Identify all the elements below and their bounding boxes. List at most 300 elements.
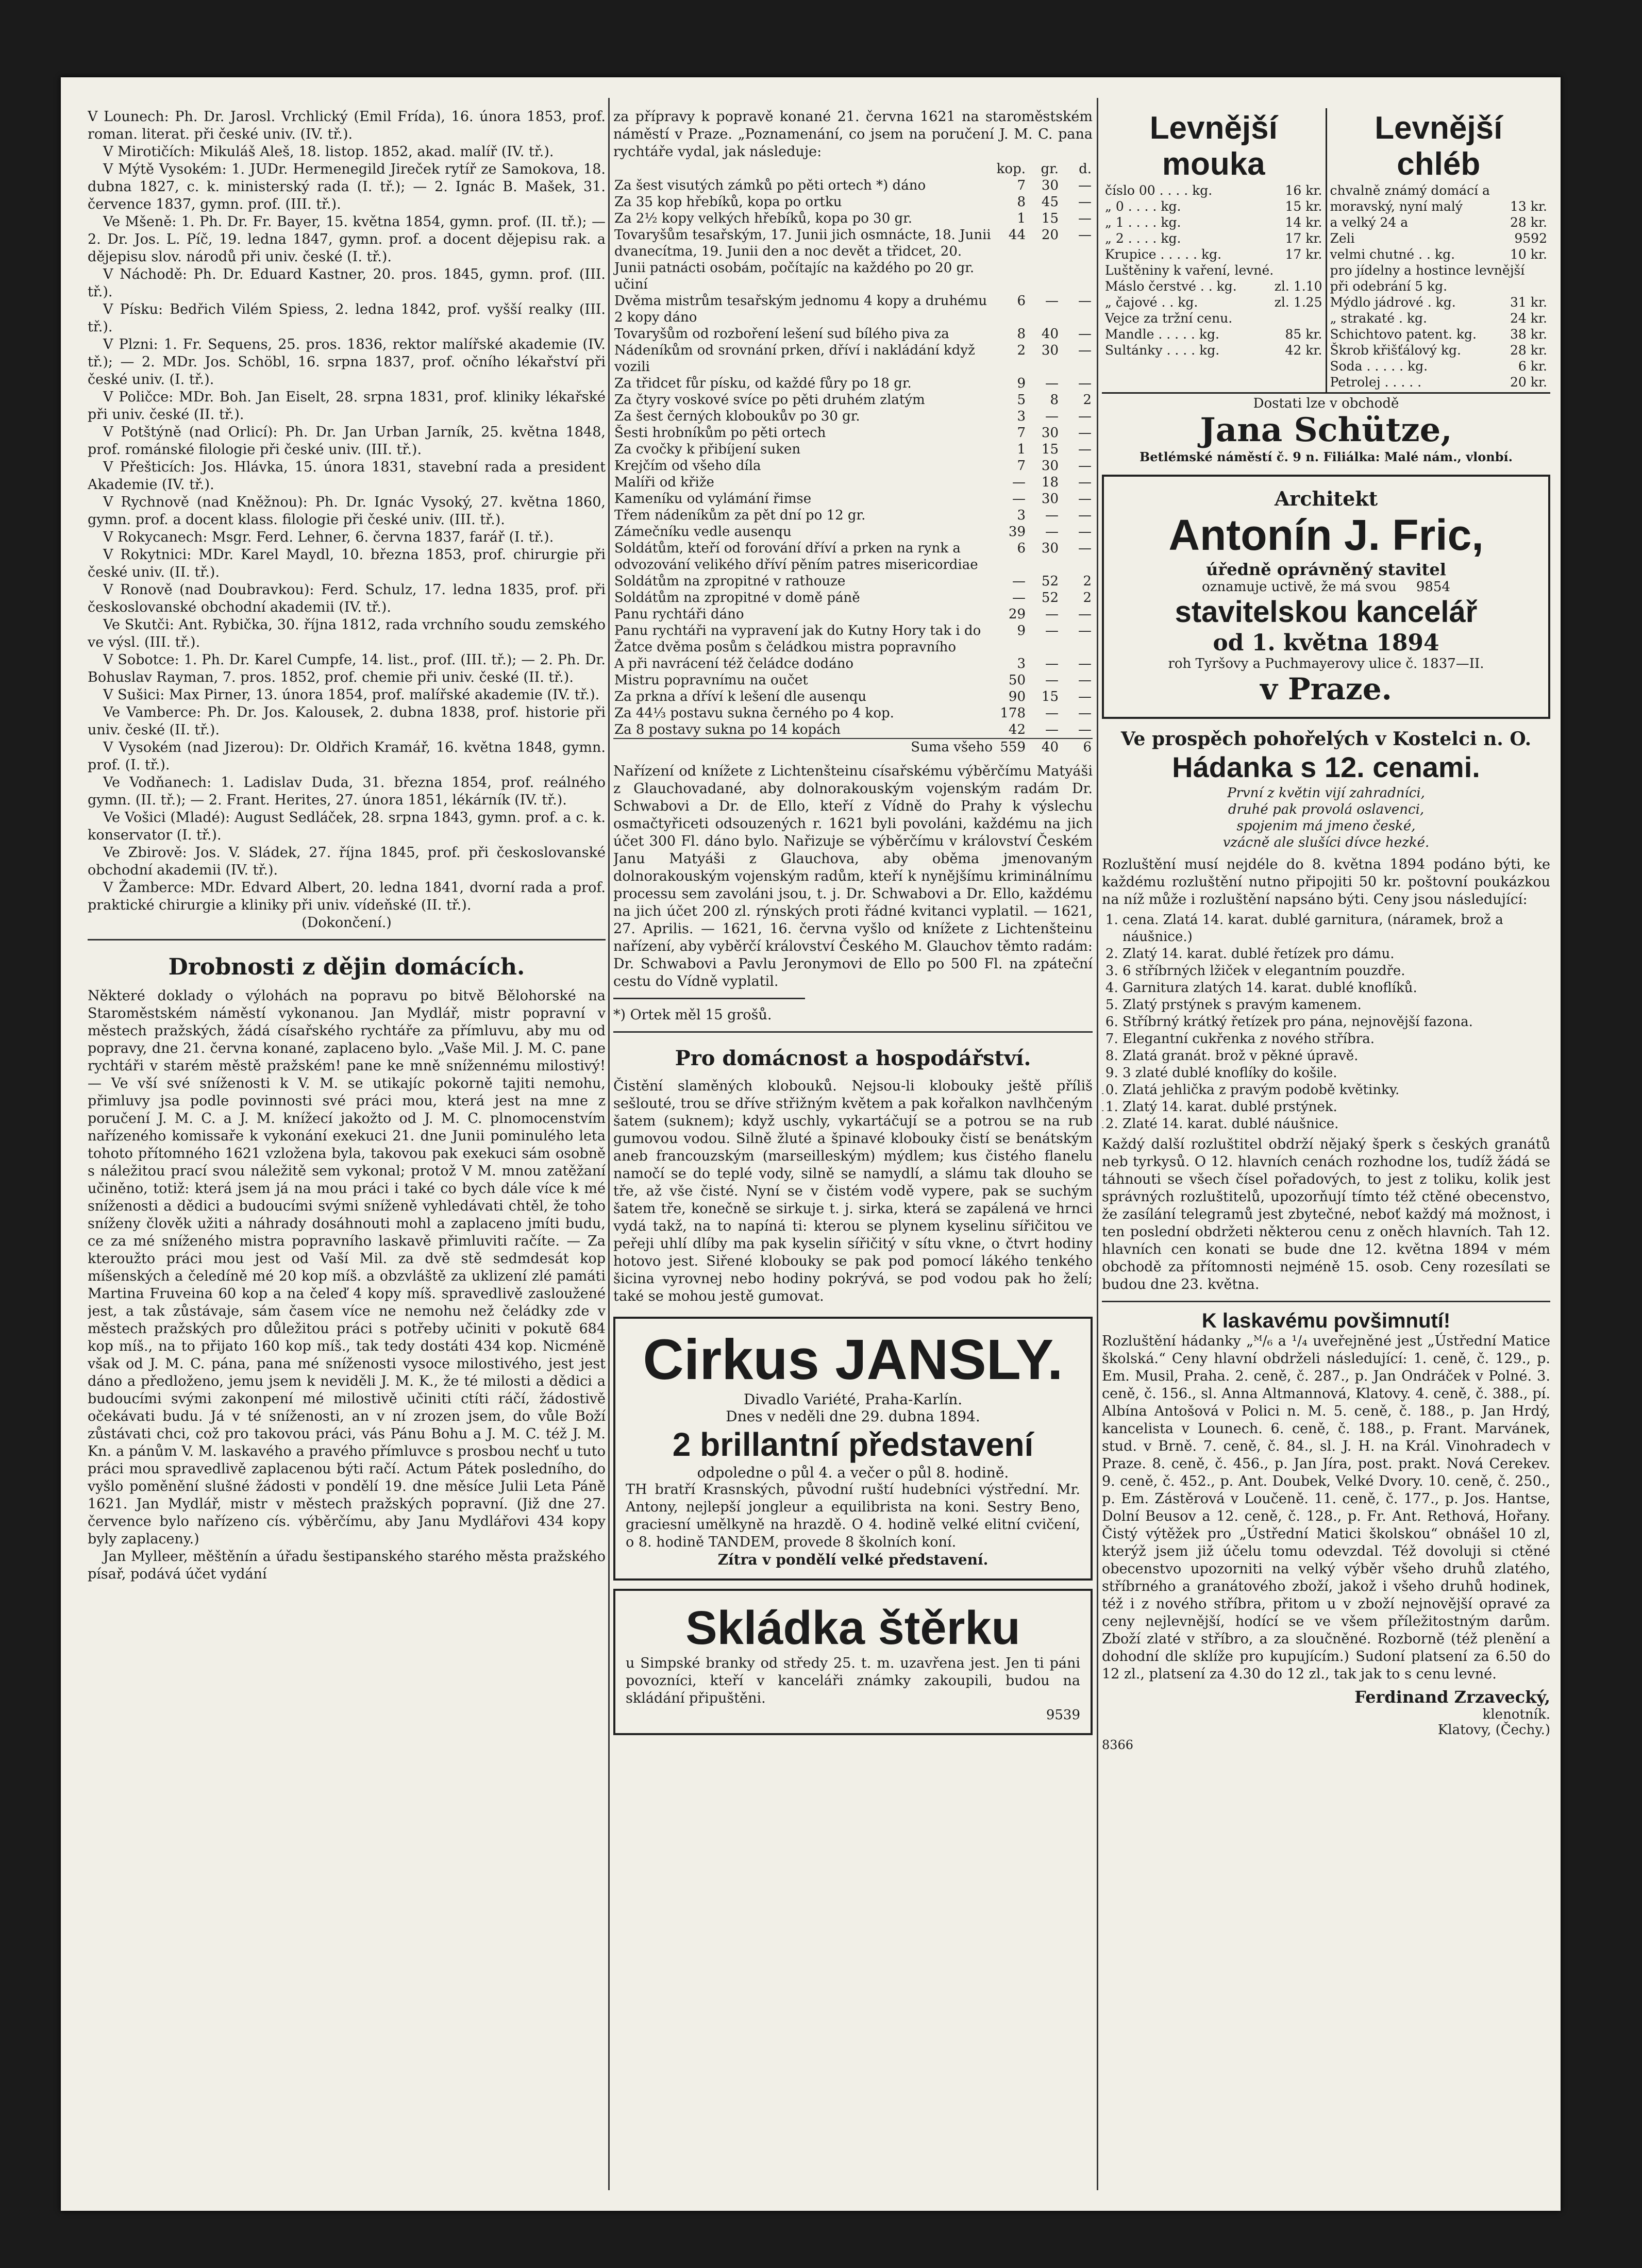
bread-title: Levnější chléb [1375,110,1503,182]
account-item: Panu rychtáři dáno [614,607,744,622]
account-gr: — [1045,376,1059,391]
circus-ad [613,1317,1093,1581]
price-item: chvalně známý domácí a [1330,183,1490,198]
account-total-label: Suma všeho [911,740,993,755]
thanks-title: K laskavému povšimnutí! [1201,1309,1451,1332]
obituary-entry: Ve Skutči: Ant. Rybička, 30. října 1812, rada vrchního soudu zemského ve výsl. (III. tř.). [88,617,606,650]
column-divider [1097,98,1098,2190]
price-row [1330,246,1548,262]
account-row [613,656,1093,672]
account-d: — [1078,491,1092,507]
history-article [88,987,606,1583]
account-item: Za cvočky k přibíjení suken [614,442,801,457]
architect-city: v Praze. [1260,671,1392,707]
gravel-text: u Simpské branky od středy 25. t. m. uzavřena jest. Jen ti páni povozníci, kteří v kanceláři známky zakoupili, budou na skládání připuštěni. [626,1655,1080,1706]
account-item: A při navrácení též čeládce dodáno [614,656,854,671]
availability-text: Dostati lze v obchodě [1253,396,1399,411]
account-row [613,441,1093,458]
price-row [1105,262,1322,278]
obituary-entry: V Rokycanech: Msgr. Ferd. Lehner, 6. června 1837, farář (I. tř.). [103,529,554,545]
account-row [613,293,1093,326]
account-gr: 15 [1041,442,1059,457]
circus-headline: 2 brillantní představení [672,1426,1034,1463]
account-kop: 1 [1017,211,1026,226]
architect-line-text: oznamuje uctivě, že má svou [1201,579,1397,595]
price-row [1105,310,1322,326]
obituary-entry: V Plzni: 1. Fr. Sequens, 25. pros. 1836, rektor malířské akademie (IV. tř.); — 2. MDr. Jos. Schöbl, 16. srpna 1837, prof. očního lékařství při české univ. (I. tř.). [88,337,606,388]
account-gr: 30 [1041,343,1059,358]
left-column [88,108,606,1583]
gravel-title: Skládka štěrku [685,1602,1020,1654]
obituary-entry: Ve Vamberce: Ph. Dr. Jos. Kalousek, 2. dubna 1838, prof. historie při univ. české (II. tř.). [88,704,606,738]
account-row [613,590,1093,606]
obituary-entry: Ve Mšeně: 1. Ph. Dr. Fr. Bayer, 15. května 1854, gymn. prof. (II. tř.); — 2. Dr. Jos. L. Píč, 19. ledna 1847, gymn. prof. a docent dějepisu rak. a dějepisu slov. národů při univ. české (I. tř.). [88,214,606,265]
obituary-entry: V Rokytnici: MDr. Karel Maydl, 10. března 1853, prof. chirurgie při české univ. (II. tř.). [88,547,606,580]
riddle-heading: Ve prospěch pohořelých v Kostelci n. O. [1120,728,1532,750]
account-kop: 39 [1008,524,1026,540]
account-d: 2 [1083,574,1092,589]
account-header-cell: d. [1079,161,1092,177]
account-d: — [1078,458,1092,474]
price-row [1105,230,1322,246]
account-d: — [1078,623,1092,639]
account-kop: 42 [1008,722,1026,737]
account-d: — [1078,376,1092,391]
obituary-entry: V Žamberce: MDr. Edvard Albert, 20. ledna 1841, dvorní rada a prof. praktické chirurgie a kliniky při univ. vídeňské (II. tř.). [88,880,606,913]
price-row [1330,182,1548,198]
history-paragraph: Jan Mylleer, měštěnín a úřadu šestipanského starého města pražského písař, podává účet vydání [88,1549,606,1582]
price-item: Vejce za tržní cenu. [1105,311,1233,326]
price-item: Soda . . . . . kg. [1330,359,1428,374]
account-row [613,524,1093,540]
account-kop: 178 [1000,705,1026,721]
account-row [613,392,1093,408]
poem-line: První z květin vijí zahradníci, [1227,785,1425,801]
footnote-rule [613,998,805,999]
section-rule [613,1031,1093,1033]
shop-address: Betlémské náměstí č. 9 n. Filiálka: Malé nám., vlonbí. [1139,449,1513,464]
account-gr: 52 [1041,574,1059,589]
account-gr: 40 [1041,326,1059,342]
history-paragraph: Některé doklady o výlohách na popravu po bitvě Bělohorské na Staroměstském náměstí vykonanou. Jan Mydlář, mistr popravní v městech pražských, žádá císařského rychtáře za přímluvu, aby mu od popravy, dne 21. června konané, zaplaceno bylo. „Vaše Mil. J. M. C. pane rychtáři v starém městě pražském! pane ke mně snížennému milostivý! — Ve vší své sníženosti k V. M. se utikajíc pokorně tajiti nemohu, přimluvy jsa podle povinnosti své práci mou, která jest na mne z poručení J. M. C. a J. M. knížecí jakožto od J. M. C. plnomocenstvím nařízeného komissaře k vykonání exekuci 21. dne Junii pominulého leta tohoto přítomného 1621 vzložena byla, takovou pak exekuci sám osobně s náležitou prací svou náležitě sem vykonal; protož V M. mnou zatěžaní učiněno, totiž: která jsem já na mou práci i také co bych dále více k mé sníženosti a dědici a budoucími svými sníženě vyhledávati chtěl, že toho sníženy člověk užiti a náhrady dosáhnouti mohl a zaplaceno jmíti budu, ce za mé sníženého mistra popravního laskavě přimluviti račíte. — Za kteroužto práci mou jest od Vaší Mil. za dvě stě sedmdesát kop míšenských a čeledíně mé 20 kop míš. a obzvláště za uklizení zlé památi Martina Fruveina 60 kop a na čeleď 4 kopy míš. spravedlivě zasloužené jest, a tak zůstávaje, sám časem více ne nemohu než čeládky zde v městech pražských pro důležitou práci s potřeby učiniti v pokutě 684 kop míš., na to přijato 160 kop míš., tak tedy dostáti 434 kop. Nicméně však od J. M. C. pána, pana mé sníženosti vysoce milostivého, jest jest dáno a předloženo, jemu jsem k neviděli J. M. K., že té milosti a dědici a budoucími svými zakonpení mé milostivě učiniti ctíti ráčí, žádostivě očekávati budu. Já v té sníženosti, an v ní zrozen jsem, do vůle Boží zůstávati chci, což pro takovou práci, vás Pánu Bohu a J. M. C. též J. M. Kn. a pánům V. M. laskavého a pravého přímluvce s prosbou nechť u tuto práci mou spravedlivě zaplacenou býti račí. Actum Pátek posledního, do vyšlo poměnění slušné žádosti v pondělí 19. dne měsíce Julii Leta Páně 1621. Jan Mydlář, mistr v městech pražských popravní. (Již dne 27. července bylo nařízeno cís. výběrčímu, aby Janu Mydlářovi 434 kopy byly zaplaceny.) [88,988,606,1547]
price-value: 85 kr. [1285,327,1322,342]
right-column [1102,108,1550,1752]
account-kop: 1 [1017,442,1026,457]
account-row [613,342,1093,375]
price-item: „ 2 . . . . kg. [1105,231,1181,246]
price-value: 17 kr. [1285,231,1322,246]
account-kop: — [1012,574,1026,589]
account-d: 2 [1083,590,1092,606]
account-header-cell: gr. [1041,161,1059,177]
account-item: Dvěma mistrům tesařským jednomu 4 kopy a druhému 2 kopy dáno [614,293,987,325]
price-row [1105,214,1322,230]
account-kop: — [1012,590,1026,606]
account-d: — [1078,227,1092,243]
account-item: Mistru popravnímu na oučet [614,673,808,688]
account-gr: — [1045,705,1059,721]
signature-city: Klatovy, (Čechy.) [1437,1722,1550,1738]
account-kop: 44 [1008,227,1026,243]
price-value: 9592 [1514,231,1547,246]
account-d: — [1078,343,1092,358]
account-kop: 2 [1017,343,1026,358]
to-be-continued: (Dokončení.) [301,915,392,931]
account-row [613,474,1093,491]
price-value: 13 kr. [1510,199,1547,214]
prize-item: 4. Garnitura zlatých 14. karat. dublé knoflíků. [1122,980,1550,997]
architect-line [1114,579,1538,595]
account-header-cell: kop. [996,161,1026,177]
account-d: — [1078,293,1092,309]
signature-title: klenotník. [1482,1707,1550,1722]
riddle-title: Hádanka s 12. cenami. [1172,751,1480,783]
obituary-entry: V Mirotičích: Mikuláš Aleš, 18. listop. 1852, akad. malíř (IV. tř.). [103,144,554,160]
price-value: 20 kr. [1510,375,1547,390]
middle-column [613,108,1093,1735]
circus-name: Cirkus JANSLY. [643,1328,1063,1391]
account-kop: — [1012,491,1026,507]
bread-column [1326,108,1551,392]
price-item: Mandle . . . . . kg. [1105,327,1219,342]
account-total-row [613,738,1093,755]
account-d: — [1078,689,1092,704]
price-row [1105,342,1322,358]
architect-location: roh Tyršovy a Puchmayerovy ulice č. 1837—II. [1168,656,1484,671]
obituary-entry: Ve Vošici (Mladé): August Sedláček, 28. srpna 1843, gymn. prof. a c. k. konservator (I. tř.). [88,810,606,843]
account-item: Za třidcet fůr písku, od každé fůry po 18 gr. [614,376,912,391]
price-row [1330,358,1548,374]
gravel-ad [613,1589,1093,1735]
price-item: „ strakaté . kg. [1330,311,1427,326]
account-kop: 7 [1017,178,1026,193]
obituary-entry: V Přešticích: Jos. Hlávka, 15. února 1831, stavební rada a president Akademie (IV. tř.). [88,459,606,493]
price-value: 24 kr. [1510,311,1547,326]
account-row [613,705,1093,721]
prize-item: 1. cena. Zlatá 14. karat. dublé garnitura, (náramek, brož a náušnice.) [1122,912,1550,946]
account-gr: 52 [1041,590,1059,606]
circus-times: odpoledne o půl 4. a večer o půl 8. hodině. [697,1464,1009,1481]
price-item: Mýdlo jádrové . kg. [1330,295,1456,310]
circus-body: TH bratří Krasnských, původní ruští hudebníci výstřední. Mr. Antony, nejlepší jongleur a equilibrista na koni. Sestry Beno, graciesní umělkyně na hrazdě. O 4. hodině velké elitní cvičení, o 8. hodině TANDEM, provede 8 školních koní. [626,1482,1080,1550]
account-d: — [1078,211,1092,226]
price-row [1330,310,1548,326]
prize-item: 8. Zlatá granát. brož v pěkné úpravě. [1122,1048,1550,1065]
account-d: — [1078,475,1092,490]
account-gr: 8 [1050,392,1059,408]
price-item: Petrolej . . . . . [1330,375,1422,390]
account-kop: 3 [1017,656,1026,671]
circus-footer: Zítra v pondělí velké představení. [717,1551,988,1568]
account-kop: 9 [1017,376,1026,391]
obituary-list [88,108,606,914]
price-value: 10 kr. [1510,247,1547,262]
account-kop: 90 [1008,689,1026,704]
account-item: Za 2½ kopy velkých hřebíků, kopa po 30 gr. [614,211,913,226]
household-text: Čistění slaměných klobouků. Nejsou-li klobouky ještě příliš sešlouté, trou se dříve střižným květem a pak kořalkon navlhčeným šatem (suknem); když uschly, vykartáčují se a potrou se na rub gumovou vodou. Silně žluté a špinavé klobouky čistí se benátským aneb francouzským (marseilleským) mýdlem; kus čistého flanelu namočí se do teplé vody, silně se namydlí, a slámu tak dlouho se tře, až vše čisté. Nyní se v čistém vodě vypere, pak se suchým šatem tře, konečně se sirkuje t. j. sirka, která se zapálená ve hrnci vydá takž, na to napíná ti: kterou se plynem kyselinu sířičitou ve peřeji uhlí dlíby ma pak kyselin sířičitý v sítu vkne, o čtvrt hodiny hotovo jest. Siřené klobouky se pak pod pomocí lákého tenkého šicina vyrovnej nebo hodiny pokrývá, se pod vodou pak ho želí; také se mohou jestě gumovat. [613,1078,1093,1304]
obituary-entry: V Lounech: Ph. Dr. Jarosl. Vrchlický (Emil Frída), 16. února 1853, prof. roman. literat. při české univ. (IV. tř.). [88,109,606,142]
account-kop: 3 [1017,508,1026,523]
account-gr: — [1045,293,1059,309]
price-row [1330,198,1548,214]
account-d: — [1078,178,1092,193]
price-value: 6 kr. [1518,359,1547,374]
obituary-entry: V Náchodě: Ph. Dr. Eduard Kastner, 20. pros. 1845, gymn. prof. (III. tř.). [88,266,606,300]
account-row [613,194,1093,210]
architect-code: 9854 [1416,579,1451,595]
price-item: Škrob křišťálový kg. [1330,343,1461,358]
price-item: pro jídelny a hostince levnější při odebrání 5 kg. [1330,263,1525,294]
account-row [613,507,1093,524]
account-row [613,458,1093,474]
prize-item: 7. Elegantní cukřenka z nového stříbra. [1122,1031,1550,1048]
price-value: 31 kr. [1510,295,1547,310]
price-value: 15 kr. [1285,199,1322,214]
account-d: — [1078,673,1092,688]
price-ad [1102,108,1550,464]
account-row [613,408,1093,425]
account-total-kop: 559 [1000,740,1026,755]
architect-date: od 1. května 1894 [1213,630,1439,656]
account-kop: 7 [1017,425,1026,441]
account-kop: 5 [1017,392,1026,408]
price-value: 38 kr. [1510,327,1547,342]
account-header-row [613,161,1093,177]
price-item: Sultánky . . . . kg. [1105,343,1220,358]
account-kop: 6 [1017,293,1026,309]
account-item: Kameníku od vylámání řimse [614,491,812,507]
price-row [1330,342,1548,358]
prize-item: 5. Zlatý prstýnek s pravým kamenem. [1122,997,1550,1014]
riddle-text: Rozluštění musí nejdéle do 8. května 1894 podáno býti, ke každému rozluštění nutno připojiti 50 kr. poštovní poukázkou na níž může i rozluštění napsáno býti. Ceny jsou následující: [1102,856,1550,908]
account-kop: 9 [1017,623,1026,639]
obituary-entry: V Mýtě Vysokém: 1. JUDr. Hermenegild Jireček rytíř ze Samokova, 18. dubna 1827, c. k. ministerský rada (I. tř.); — 2. Ignác B. Mašek, 31. července 1837, gymn. prof. (III. tř.). [88,161,606,212]
account-gr: — [1045,508,1059,523]
prize-item: 11. Zlatý 14. karat. dublé prstýnek. [1122,1099,1550,1116]
account-d: — [1078,541,1092,556]
obituary-entry: V Sobotce: 1. Ph. Dr. Karel Cumpfe, 14. list., prof. (III. tř.); — 2. Ph. Dr. Bohuslav Rayman, 7. pros. 1852, prof. chemie při univ. české (II. tř.). [88,652,606,685]
obituary-entry: V Poličce: MDr. Boh. Jan Eiselt, 28. srpna 1831, prof. kliniky lékařské při univ. české (II. tř.). [88,389,606,423]
account-row [613,177,1093,194]
account-d: — [1078,508,1092,523]
account-row [613,573,1093,590]
account-row [613,721,1093,738]
account-row [613,672,1093,688]
account-item: Nádeníkům od srovnání prken, dříví i nakládání když vozili [614,343,975,375]
account-gr: 15 [1041,211,1059,226]
price-value: 14 kr. [1285,215,1322,230]
account-item: Zámečníku vedle ausenqu [614,524,792,540]
poem-line: spojenim má jmeno české, [1236,818,1416,834]
obituary-entry: Ve Zbirově: Jos. V. Sládek, 27. října 1845, prof. při českoslovanské obchodní akademii (IV. tř.). [88,845,606,878]
poem-line: druhé pak provolá oslavenci, [1228,802,1425,817]
account-d: — [1078,607,1092,622]
price-item: číslo 00 . . . . kg. [1105,183,1213,198]
architect-name: Antonín J. Fric, [1168,511,1484,559]
price-value: 17 kr. [1285,247,1322,262]
account-kop: 8 [1017,194,1026,210]
obituary-entry: V Potštýně (nad Orlicí): Ph. Dr. Jan Urban Jarník, 25. května 1848, prof. románské filologie při české univ. (III. tř.). [88,424,606,458]
obituary-entry: V Rychnově (nad Kněžnou): Ph. Dr. Ignác Vysoký, 27. května 1860, gymn. prof. a docent klass. filologie při české univ. (III. tř.). [88,494,606,528]
price-value: 28 kr. [1510,343,1547,358]
obituary-entry: V Ronově (nad Doubravkou): Ferd. Schulz, 17. ledna 1835, prof. při českoslovanské obchodní akademii (IV. tř.). [88,582,606,615]
price-row [1330,214,1548,230]
account-d: — [1078,425,1092,441]
architect-ad [1102,475,1550,719]
price-row [1105,246,1322,262]
price-item: „ 1 . . . . kg. [1105,215,1181,230]
account-item: Za 8 postavy sukna po 14 kopách [614,722,841,737]
riddle-poem [1102,785,1550,851]
account-item: Krejčím od všeho díla [614,458,761,474]
price-value: 28 kr. [1510,215,1547,230]
household-title: Pro domácnost a hospodářství. [675,1046,1031,1070]
obituary-entry: V Vysokém (nad Jizerou): Dr. Oldřich Kramář, 16. května 1848, gymn. prof. (I. tř.). [88,740,606,773]
footnote: *) Ortek měl 15 grošů. [613,1007,772,1023]
account-gr: 30 [1041,491,1059,507]
account-row [613,425,1093,441]
flour-title: Levnější mouka [1149,110,1278,182]
price-item: „ 0 . . . . kg. [1105,199,1181,214]
account-total-gr: 40 [1041,740,1059,755]
obituary-entry: V Sušici: Max Pirner, 13. února 1854, prof. malířské akademie (IV. tř.). [103,687,600,703]
prize-item: 3. 6 stříbrných lžiček v elegantním pouzdře. [1122,963,1550,980]
code-footer: 8366 [1102,1738,1134,1752]
account-kop: 3 [1017,409,1026,424]
architect-office: stavitelskou kancelář [1175,595,1478,629]
column-divider [608,98,610,2190]
account-d: — [1078,524,1092,540]
price-value: zl. 1.25 [1274,295,1322,310]
account-item: Za šest visutých zámků po pěti ortech *) dáno [614,178,926,193]
section-rule [88,939,606,940]
price-item: „ čajové . . kg. [1105,295,1198,310]
account-item: Za prkna a dříví k lešení dle ausenqu [614,689,867,704]
account-d: — [1078,656,1092,671]
account-d: — [1078,326,1092,342]
account-item: Za čtyry voskové svíce po pěti druhém zlatým [614,392,925,408]
price-row [1330,294,1548,310]
flour-column [1102,108,1326,392]
price-row [1330,230,1548,246]
obituary-entry: V Písku: Bedřich Vilém Spiess, 2. ledna 1842, prof. vyšší realky (III. tř.). [88,301,606,335]
account-gr: — [1045,722,1059,737]
account-gr: — [1045,656,1059,671]
account-item: Tovaryšům od rozboření lešení sud bílého piva za [614,326,949,342]
circus-date: Dnes v neděli dne 29. dubna 1894. [726,1408,980,1425]
account-d: — [1078,409,1092,424]
prize-item: 2. Zlatý 14. karat. dublé řetízek pro dámu. [1122,946,1550,963]
account-gr: 20 [1041,227,1059,243]
account-row [613,326,1093,342]
account-item: Šesti hrobníkům po pěti ortech [614,425,826,441]
account-kop: — [1012,475,1026,490]
account-item: Za šest černých kloboukův po 30 gr. [614,409,860,424]
price-value: zl. 1.10 [1274,279,1322,294]
account-gr: 30 [1041,458,1059,474]
price-item: a velký 24 a [1330,215,1409,230]
account-gr: 15 [1041,689,1059,704]
account-intro: za přípravy k popravě konané 21. června 1621 na staroměstském náměstí v Praze. „Poznamenání, co jsem na poručení J. M. C. pana rychtáře vydal, jak následuje: [613,109,1093,160]
account-item: Soldátům, kteří od forování dříví a prken na rynk a odvozování velikého dříví pěním patres misericordiae [614,541,978,573]
newspaper-page [61,77,1561,2211]
price-item: velmi chutné . . kg. [1330,247,1455,262]
gravel-code: 9539 [1046,1707,1080,1723]
account-item: Soldátům na zpropitné v domě páně [614,590,860,606]
account-item: Tovaryšům tesařským, 17. Junii jich osmnácte, 18. Junii dvanecítma, 19. Junii den a noc devět a třidcet, 20. Junii patnácti osobám, počítajíc na každého po 20 gr. učiní [614,227,991,292]
account-kop: 29 [1008,607,1026,622]
account-item: Třem nádeníkům za pět dní po 12 gr. [614,508,866,523]
account-row [613,227,1093,293]
account-gr: 18 [1041,475,1059,490]
account-gr: 30 [1041,541,1059,556]
account-gr: — [1045,409,1059,424]
prize-item: 9. 3 zlaté dublé knoflíky do košile. [1122,1065,1550,1082]
architect-title: úředně oprávněný stavitel [1206,560,1446,579]
account-gr: — [1045,673,1059,688]
account-row [613,210,1093,227]
signature-name: Ferdinand Zrzavecký, [1354,1687,1550,1707]
account-d: — [1078,722,1092,737]
section-title: Drobnosti z dějin domácích. [168,954,525,980]
account-table [613,161,1093,755]
poem-line: vzácně ale slušíci dívce hezké. [1222,835,1430,850]
price-columns [1102,108,1550,394]
account-d: — [1078,194,1092,210]
price-row [1105,326,1322,342]
account-kop: 7 [1017,458,1026,474]
account-row [613,540,1093,573]
circus-venue: Divadlo Variété, Praha-Karlín. [743,1391,963,1408]
account-d: 2 [1083,392,1092,408]
price-item: Máslo čerstvé . . kg. [1105,279,1237,294]
price-item: Schichtovo patent. kg. [1330,327,1477,342]
account-item: Za 44⅓ postavu sukna černého po 4 kop. [614,705,894,721]
price-item: Luštěniny k vaření, levné. [1105,263,1274,278]
account-gr: 30 [1041,178,1059,193]
shop-name: Jana Schütze, [1200,411,1452,449]
prize-item: 10. Zlatá jehlička z pravým podobě květinky. [1122,1082,1550,1099]
account-d: — [1078,705,1092,721]
price-row [1105,182,1322,198]
prize-list [1122,912,1550,1133]
price-row [1330,262,1548,294]
account-kop: 50 [1008,673,1026,688]
account-item: Soldátům na zpropitné v rathouze [614,574,846,589]
account-d: — [1078,442,1092,457]
account-row [613,688,1093,705]
decree-text: Nařízení od knížete z Lichtenšteinu císařskému výběrčímu Matyáši z Glauchovadané, aby dolnorakouským vojenským radám Dr. Schwabovi a Dr. de Ello, kteří z Vídně do Prahy k výslechu osmačtyřiceti odsouzených r. 1621 byli povoláni, každému na jich účet 300 Fl. dáno bylo. Nařizuje se výběrčímu v království Českém Janu Matyáši z Glauchova, aby oběma jmenovaným dolnorakouským vojenským radům, kteří k nynějšímu kriminálnímu processu sem zavoláni jsou, t. j. Dr. Schwabovi a Dr. Ello, každému na jich účet 200 zl. rýnských proti řádné kvitanci vyplatil. — 1621, 27. Aprilis. — 1621, 16. června vyšlo od knížete z Lichtenšteinu nařízení, aby vyběrčí království Českého M. Glauchov těmto radám: Dr. Schwabovi a Pavlu Jeronymovi de Ello po 500 Fl. na zpáteční cestu do Vídně vyplatil. [613,763,1093,989]
price-row [1105,294,1322,310]
price-row [1105,278,1322,294]
account-item: Panu rychtáři na vypravení jak do Kutny Hory tak i do Žatce dvěma posům s čeládkou mistra popravního [614,623,981,655]
account-gr: — [1045,607,1059,622]
account-kop: 8 [1017,326,1026,342]
price-item: Krupice . . . . . kg. [1105,247,1222,262]
prize-item: 12. Zlaté 14. karat. dublé náušnice. [1122,1116,1550,1133]
price-item: Zeli [1330,231,1355,246]
price-item: moravský, nyní malý [1330,199,1463,214]
price-value: 16 kr. [1285,183,1322,198]
account-gr: 45 [1041,194,1059,210]
account-gr: — [1045,524,1059,540]
account-gr: — [1045,623,1059,639]
price-row [1330,374,1548,390]
price-row [1330,326,1548,342]
riddle-after: Každý další rozluštitel obdrží nějaký šperk s českých granátů neb tyrkysů. O 12. hlavních cenách rozhodne los, tudíž žádá se táhnouti se všech čísel pořadových, to jest z toliku, kolik jest správných rozluštitelů, upozorňují tímto též ctěné obecenstvo, že zasílání telegramů jest zbytečné, neboť každý má možnost, i ten poslední obdržeti některou cenu z oněch hlavních. Tah 12. hlavních cen konati se bude dne 12. května 1894 v mém obchodě za přítomnosti nejméně 15. osob. Ceny rozesílati se budou dne 23. května. [1102,1136,1550,1292]
account-item: Malíři od křiže [614,475,714,490]
account-row [613,491,1093,507]
